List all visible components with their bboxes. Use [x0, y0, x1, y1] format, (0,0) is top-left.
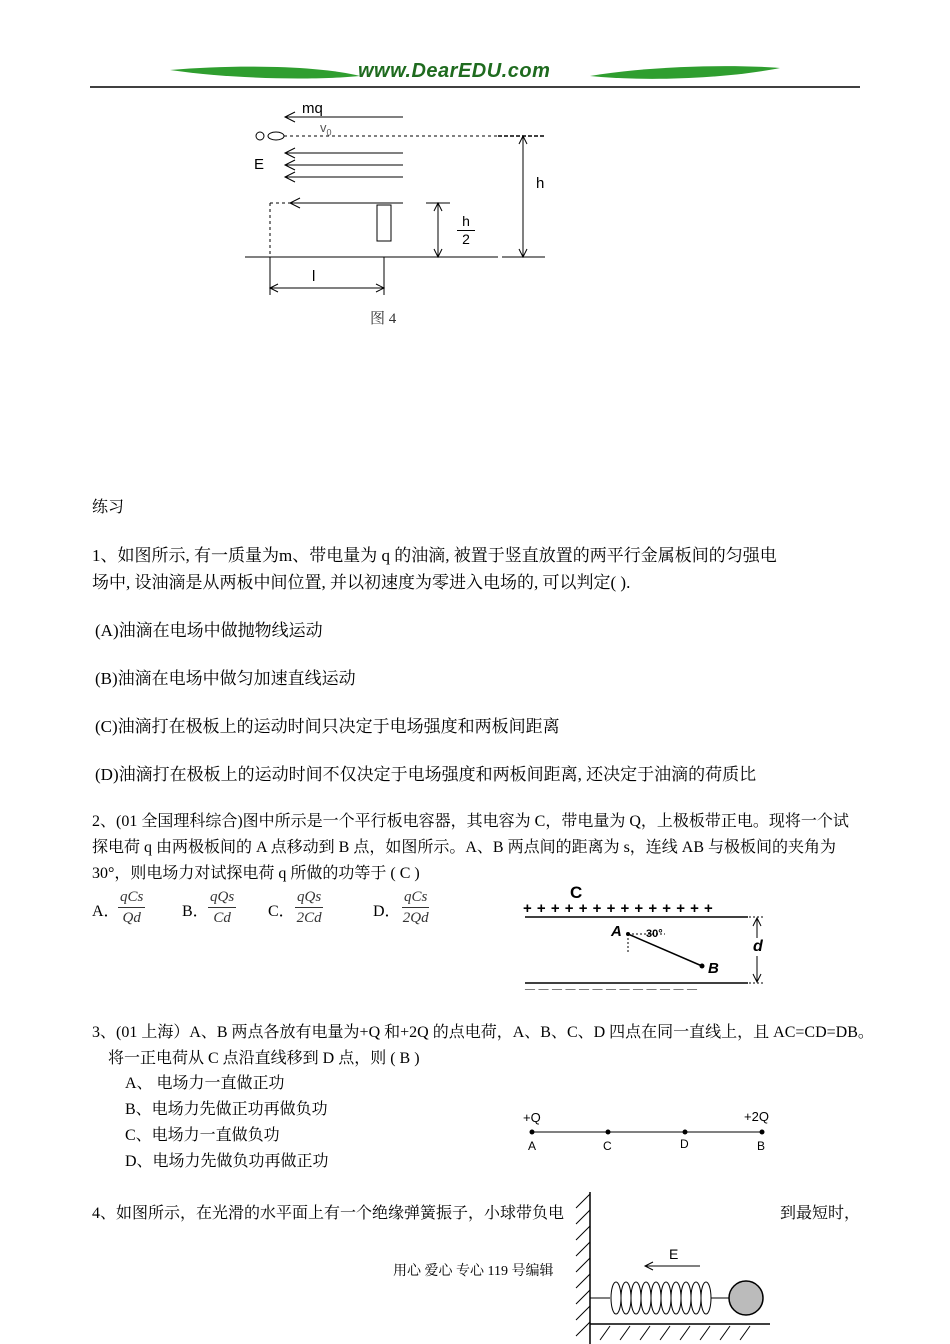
spring-coil: [611, 1282, 711, 1314]
cap-label-C: C: [570, 883, 583, 902]
point-B-dot: [760, 1130, 765, 1135]
q1-option-c: (C)油滴打在极板上的运动时间只决定于电场强度和两板间距离: [95, 717, 560, 736]
figure-4-drawing: [240, 95, 560, 335]
q1-stem-line1: 1、如图所示, 有一质量为m、带电量为 q 的油滴, 被置于竖直放置的两平行金属板间的匀强电: [92, 546, 777, 565]
q3-option-b: B、电场力先做正功再做负功: [125, 1101, 328, 1118]
label-h-half-den: 2: [462, 231, 470, 247]
cap-plus-signs: + + + + + + + + + + + + + +: [523, 900, 714, 917]
label-E: E: [254, 156, 265, 173]
wall-block: [377, 205, 391, 241]
q3-line2: 将一正电荷从 C 点沿直线移到 D 点，则 ( B ): [108, 1050, 420, 1067]
q3-option-d: D、电场力先做负功再做正功: [125, 1153, 329, 1170]
point-D-dot: [683, 1130, 688, 1135]
cap-label-B: B: [708, 960, 719, 977]
q2-option-c-fraction: [295, 887, 323, 928]
point-A: [626, 932, 630, 936]
footer-text: 用心 爱心 专心 119 号编辑: [393, 1264, 554, 1279]
point-label-B: B: [757, 1139, 766, 1153]
right-leaf: [590, 66, 780, 79]
point-label-D: D: [680, 1137, 689, 1151]
q3-option-a: A、 电场力一直做正功: [125, 1075, 285, 1092]
q1-stem-line2: 场中, 设油滴是从两板中间位置, 并以初速度为零进入电场的, 可以判定( ).: [92, 573, 631, 592]
label-v0-sub: 0: [326, 127, 332, 138]
section-title: 练习: [92, 499, 125, 516]
q2-option-c-label: C．: [268, 903, 295, 920]
q2-option-b-den: Cd: [213, 910, 231, 926]
label-h: h: [536, 175, 545, 192]
charges-drawing: [520, 1105, 780, 1160]
q4-line1-right: 到最短时，: [780, 1205, 861, 1222]
cap-label-angle: 30°: [646, 928, 663, 940]
q2-option-a-fraction: [118, 887, 145, 928]
point-A-dot: [530, 1130, 535, 1135]
charges-figure: [520, 1105, 780, 1160]
q2-option-a-num: qCs: [118, 887, 145, 908]
charge-label-pq: +Q: [523, 1110, 541, 1125]
q2-option-c-num: qQs: [295, 887, 323, 908]
q2-option-b-num: qQs: [208, 887, 236, 908]
label-h-half-num: h: [457, 213, 475, 231]
q2-option-d-den: 2Qd: [402, 910, 429, 926]
figure-4-caption: 图 4: [370, 311, 397, 327]
q2-line1: 2、(01 全国理科综合)图中所示是一个平行板电容器，其电容为 C，带电量为 Q，上极板带正电。现将一个试: [92, 813, 849, 830]
q2-option-d-fraction: [402, 887, 429, 928]
header-banner: [90, 58, 860, 90]
q1-option-b: (B)油滴在电场中做匀加速直线运动: [95, 669, 356, 688]
label-v0-main: v: [320, 120, 327, 135]
q2-option-b-label: B．: [182, 903, 209, 920]
point-B: [700, 964, 705, 969]
point-C-dot: [606, 1130, 611, 1135]
q1-option-d: (D)油滴打在极板上的运动时间不仅决定于电场强度和两板间距离, 还决定于油滴的荷质比: [95, 765, 757, 784]
segment-AB: [628, 934, 702, 966]
spring-label-E: E: [669, 1246, 679, 1262]
q2-option-b-fraction: [208, 887, 236, 928]
q4-line1-left: 4、如图所示，在光滑的水平面上有一个绝缘弹簧振子，小球带负电: [92, 1205, 565, 1222]
label-h-half: [457, 213, 475, 248]
spring-figure: [560, 1190, 770, 1344]
site-name[interactable]: www.DearEDU.com: [358, 60, 551, 82]
particle-circle: [256, 132, 264, 140]
point-label-C: C: [603, 1139, 612, 1153]
q2-line2: 探电荷 q 由两极板间的 A 点移动到 B 点，如图所示。A、B 两点间的距离为 s，连线 AB 与极板间的夹角为: [92, 839, 837, 856]
label-l: l: [312, 268, 316, 285]
capacitor-figure: [520, 880, 780, 1000]
charge-label-p2q: +2Q: [744, 1109, 769, 1124]
q2-line3: 30°，则电场力对试探电荷 q 所做的功等于 ( C ): [92, 865, 420, 882]
q2-option-a-label: A．: [92, 903, 120, 920]
q2-option-d-label: D．: [373, 903, 401, 920]
capacitor-drawing: [520, 880, 780, 1000]
q2-option-c-den: 2Cd: [296, 910, 322, 926]
label-v0: [320, 120, 332, 138]
q2-option-d-num: qCs: [402, 887, 429, 908]
ball: [729, 1281, 763, 1315]
cap-label-d: d: [753, 938, 763, 955]
left-leaf: [170, 67, 360, 79]
spring-drawing: [560, 1190, 770, 1344]
q2-option-a-den: Qd: [122, 910, 141, 926]
cap-minus-signs: — — — — — — — — — — — — —: [525, 984, 698, 995]
particle-ellipse: [268, 132, 284, 140]
cap-label-A: A: [611, 923, 622, 940]
figure-4: [240, 95, 560, 335]
label-mq: mq: [302, 100, 323, 117]
q3-option-c: C、电场力一直做负功: [125, 1127, 280, 1144]
q1-option-a: (A)油滴在电场中做抛物线运动: [95, 621, 323, 640]
q3-line1: 3、(01 上海）A、B 两点各放有电量为+Q 和+2Q 的点电荷，A、B、C、D 四点在同一直线上，且 AC=CD=DB。: [92, 1024, 874, 1041]
point-label-A: A: [528, 1139, 537, 1153]
